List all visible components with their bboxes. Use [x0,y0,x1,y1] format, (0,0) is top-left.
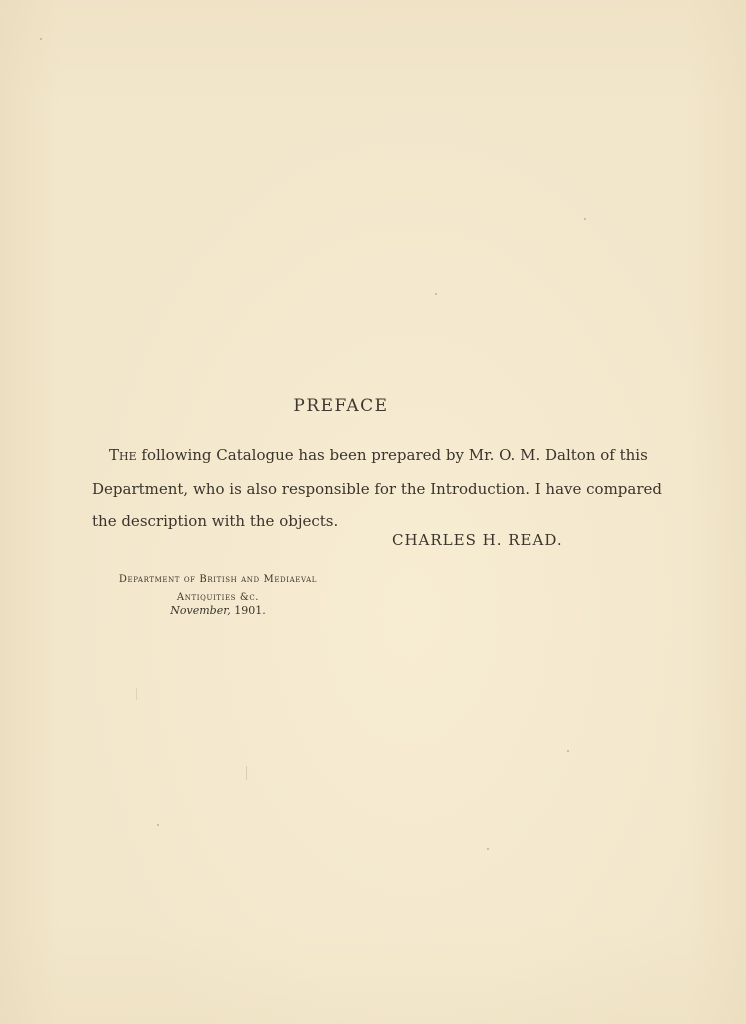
page-title: PREFACE [293,396,389,416]
drop-initial: T [109,446,120,464]
preface-paragraph [92,439,662,537]
signature: CHARLES H. READ. [392,531,563,549]
paper-speck [487,848,489,850]
paper-speck [136,688,137,700]
date-month: November, [170,604,231,617]
date-year: 1901. [230,604,266,617]
date-line [102,604,334,617]
paragraph-line-3: the description with the objects. [92,512,339,530]
paper-speck [246,766,247,780]
paper-speck [435,293,437,295]
paper-speck [567,750,569,752]
department-line-1: Department of British and Mediaeval [118,574,318,585]
initial-small-caps: HE [119,450,137,463]
paper-speck [584,218,586,220]
paragraph-line-1 [92,439,648,473]
paragraph-line-2: Department, who is also responsible for the Introduction. I have compared [92,480,662,498]
department-line-2: Antiquities &c. [176,592,260,603]
department-block [102,571,334,607]
paper-speck [40,38,42,40]
paper-speck [157,824,159,826]
paragraph-line-1-text: following Catalogue has been prepared by Mr. O. M. Dalton of this [136,446,648,464]
